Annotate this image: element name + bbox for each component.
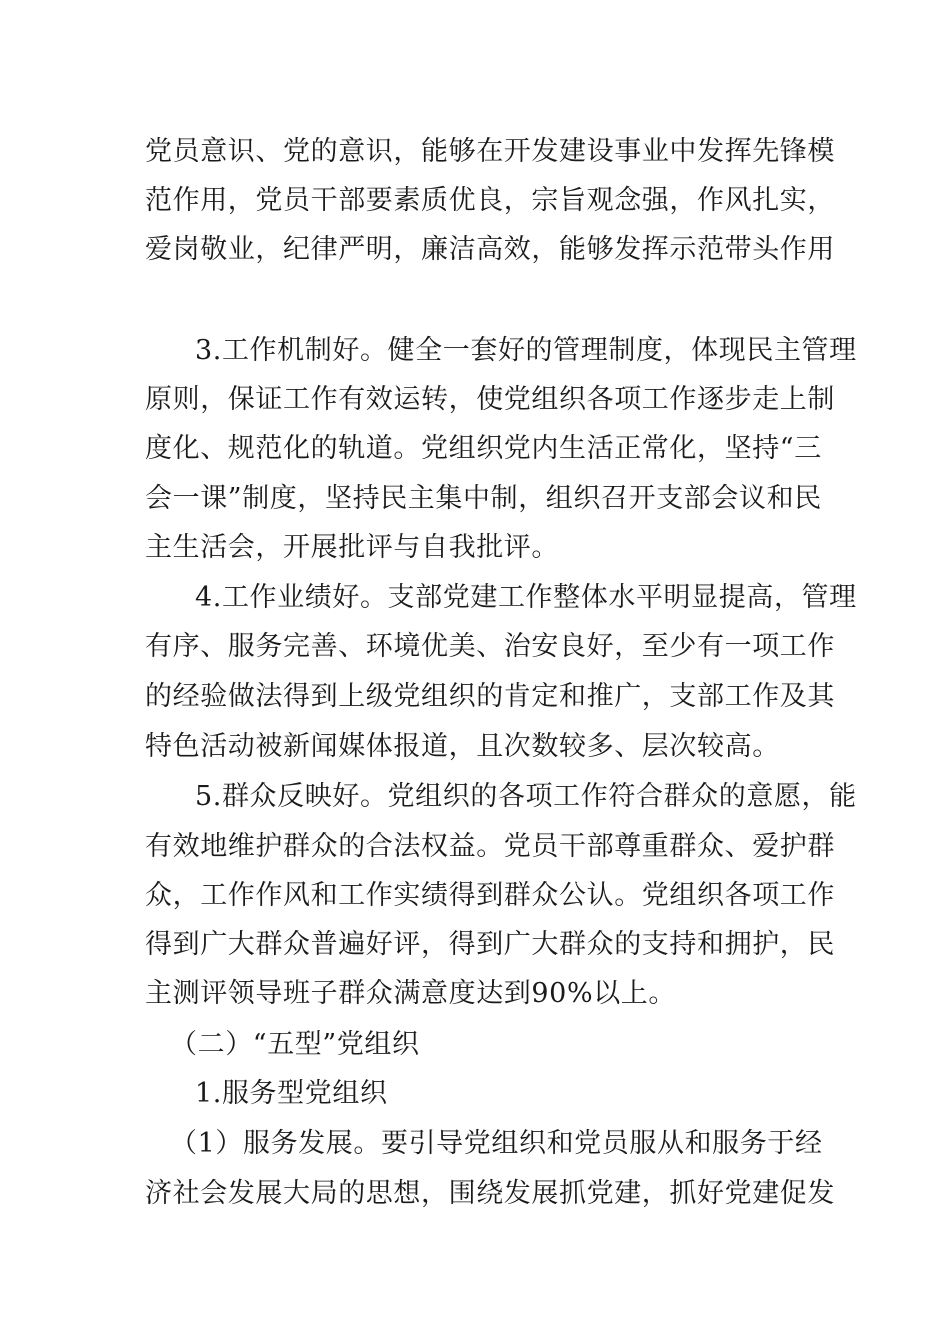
text-line: 得到广大群众普遍好评，得到广大群众的支持和拥护，民: [145, 929, 835, 960]
text-line: 有序、服务完善、环境优美、治安良好，至少有一项工作: [145, 631, 835, 662]
text-line: 的经验做法得到上级党组织的肯定和推广，支部工作及其: [145, 681, 835, 712]
section-heading: （二）“五型”党组织: [170, 1029, 420, 1060]
text-line: 济社会发展大局的思想，围绕发展抓党建，抓好党建促发: [145, 1178, 835, 1209]
text-line: 原则，保证工作有效运转，使党组织各项工作逐步走上制: [145, 384, 835, 415]
text-line: 党员意识、党的意识，能够在开发建设事业中发挥先锋模: [145, 136, 835, 167]
text-line: 众，工作作风和工作实绩得到群众公认。党组织各项工作: [145, 880, 835, 911]
item-1-heading-line: （1）服务发展。要引导党组织和党员服从和服务于经: [170, 1128, 823, 1159]
text-line: 范作用，党员干部要素质优良，宗旨观念强，作风扎实，: [145, 185, 835, 216]
paragraph-5-heading-line: 5.群众反映好。党组织的各项工作符合群众的意愿，能: [195, 781, 857, 812]
text-line: 度化、规范化的轨道。党组织党内生活正常化，坚持“三: [145, 433, 822, 464]
text-line: 主生活会，开展批评与自我批评。: [145, 532, 559, 563]
paragraph-4-heading-line: 4.工作业绩好。支部党建工作整体水平明显提高，管理: [195, 582, 857, 613]
text-line: 主测评领导班子群众满意度达到90%以上。: [145, 978, 677, 1009]
text-line: 会一课”制度，坚持民主集中制，组织召开支部会议和民: [145, 483, 822, 514]
text-line: 有效地维护群众的合法权益。党员干部尊重群众、爱护群: [145, 831, 835, 862]
text-line: 爱岗敬业，纪律严明，廉洁高效，能够发挥示范带头作用: [145, 234, 835, 265]
text-line: 特色活动被新闻媒体报道，且次数较多、层次较高。: [145, 731, 780, 762]
paragraph-3-heading-line: 3.工作机制好。健全一套好的管理制度，体现民主管理: [195, 335, 857, 366]
subsection-heading: 1.服务型党组织: [195, 1078, 388, 1109]
